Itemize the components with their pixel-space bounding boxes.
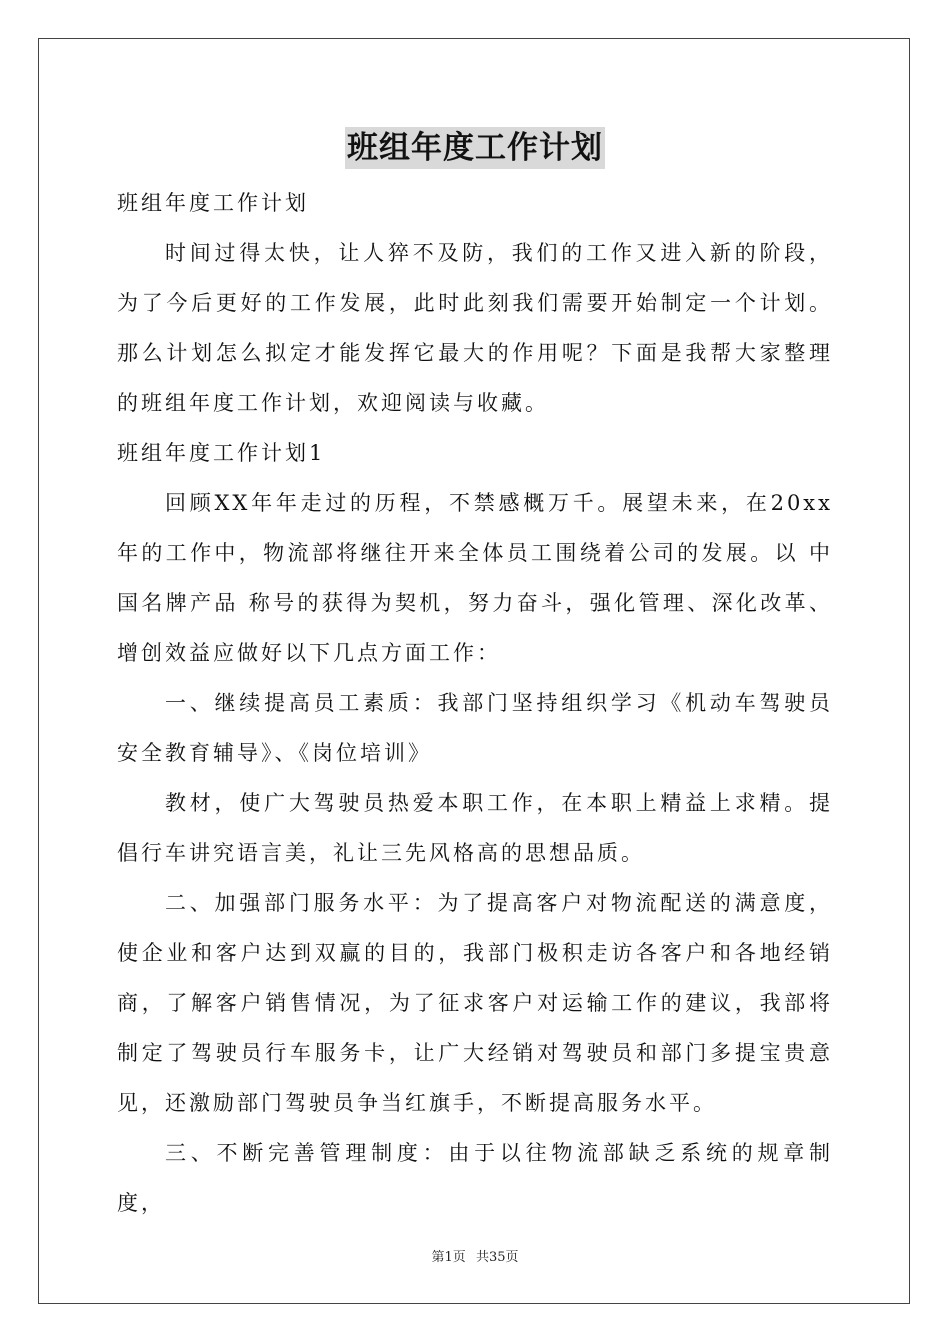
paragraph-section-heading: 班组年度工作计划1 [117,441,326,465]
paragraph-review: 回顾XX年年走过的历程，不禁感概万千。展望未来，在20xx年的工作中，物流部将继往开来全体员工围绕着公司的发展。以 中国名牌产品 称号的获得为契机，努力奋斗，强化管理、深化改革、增创效益应做好以下几点方面工作： [117,491,833,665]
document-body [117,178,833,1228]
paragraph-subtitle: 班组年度工作计划 [117,191,309,215]
paragraph-item-three: 三、不断完善管理制度：由于以往物流部缺乏系统的规章制度， [117,1141,833,1215]
paragraph-intro: 时间过得太快，让人猝不及防，我们的工作又进入新的阶段，为了今后更好的工作发展，此时此刻我们需要开始制定一个计划。那么计划怎么拟定才能发挥它最大的作用呢？下面是我帮大家整理的班组年度工作计划，欢迎阅读与收藏。 [117,241,833,415]
page-footer [0,1246,950,1265]
page-number: 第1页 [431,1250,466,1265]
paragraph-item-two: 二、加强部门服务水平：为了提高客户对物流配送的满意度，使企业和客户达到双赢的目的，我部门极积走访各客户和各地经销商，了解客户销售情况，为了征求客户对运输工作的建议，我部将制定了驾驶员行车服务卡，让广大经销对驾驶员和部门多提宝贵意见，还激励部门驾驶员争当红旗手，不断提高服务水平。 [117,891,833,1115]
document-title: 班组年度工作计划 [345,127,605,169]
title-wrap [0,127,950,169]
paragraph-item-one: 一、继续提高员工素质：我部门坚持组织学习《机动车驾驶员安全教育辅导》、《岗位培训》 [117,691,833,765]
page-total: 共35页 [475,1250,519,1265]
paragraph-item-one-cont: 教材，使广大驾驶员热爱本职工作，在本职上精益上求精。提倡行车讲究语言美，礼让三先风格高的思想品质。 [117,791,833,865]
